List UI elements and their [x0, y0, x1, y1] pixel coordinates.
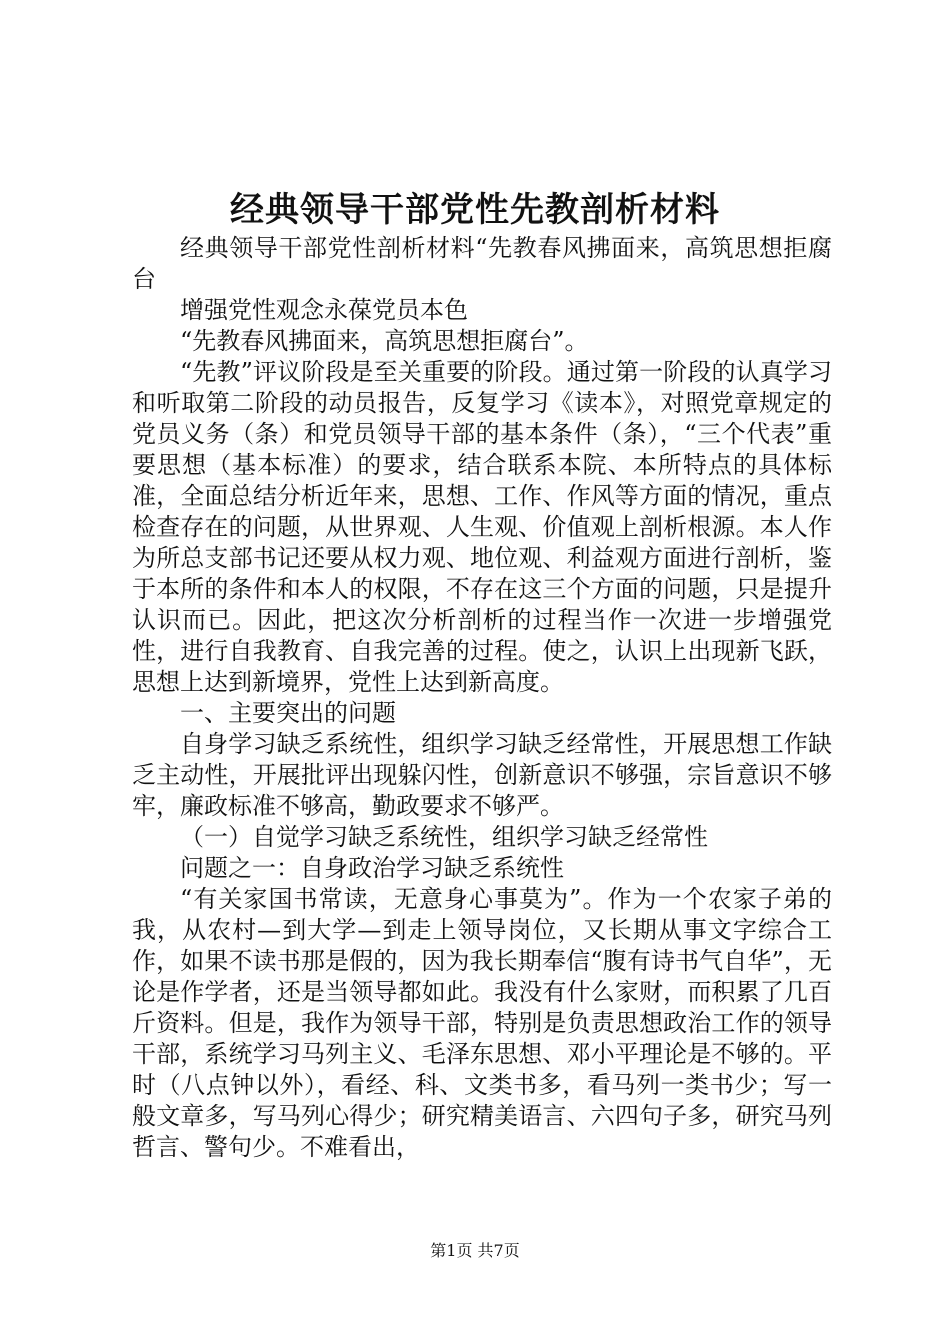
page-footer: 第1页 共7页	[430, 1241, 520, 1260]
paragraph: “先教春风拂面来，高筑思想拒腐台”。	[180, 327, 589, 355]
document-body	[132, 233, 832, 1163]
subsection-heading: 问题之一：自身政治学习缺乏系统性	[180, 854, 564, 882]
document-title: 经典领导干部党性先教剖析材料	[230, 190, 720, 230]
section-heading: 一、主要突出的问题	[180, 699, 396, 727]
paragraph: 自身学习缺乏系统性，组织学习缺乏经常性，开展思想工作缺乏主动性，开展批评出现躲闪性，创新意识不够强，宗旨意识不够牢，廉政标准不够高，勤政要求不够严。	[132, 730, 832, 820]
paragraph: “有关家国书常读，无意身心事莫为”。作为一个农家子弟的我，从农村—到大学—到走上领导岗位，又长期从事文字综合工作，如果不读书那是假的，因为我长期奉信“腹有诗书气自华”，无论是作学者，还是当领导都如此。我没有什么家财，而积累了几百斤资料。但是，我作为领导干部，特别是负责思想政治工作的领导干部，系统学习马列主义、毛泽东思想、邓小平理论是不够的。平时（八点钟以外），看经、科、文类书多，看马列一类书少；写一般文章多，写马列心得少；研究精美语言、六四句子多，研究马列哲言、警句少。不难看出，	[132, 885, 832, 1161]
paragraph: “先教”评议阶段是至关重要的阶段。通过第一阶段的认真学习和听取第二阶段的动员报告，反复学习《读本》，对照党章规定的党员义务（条）和党员领导干部的基本条件（条），“三个代表”重要思想（基本标准）的要求，结合联系本院、本所特点的具体标准，全面总结分析近年来，思想、工作、作风等方面的情况，重点检查存在的问题，从世界观、人生观、价值观上剖析根源。本人作为所总支部书记还要从权力观、地位观、利益观方面进行剖析，鉴于本所的条件和本人的权限，不存在这三个方面的问题，只是提升认识而已。因此，把这次分析剖析的过程当作一次进一步增强党性，进行自我教育、自我完善的过程。使之，认识上出现新飞跃，思想上达到新境界，党性上达到新高度。	[132, 358, 832, 696]
subsection-heading: （一）自觉学习缺乏系统性，组织学习缺乏经常性	[180, 823, 708, 851]
paragraph: 经典领导干部党性剖析材料“先教春风拂面来，高筑思想拒腐台	[132, 234, 832, 293]
paragraph: 增强党性观念永葆党员本色	[180, 296, 468, 324]
